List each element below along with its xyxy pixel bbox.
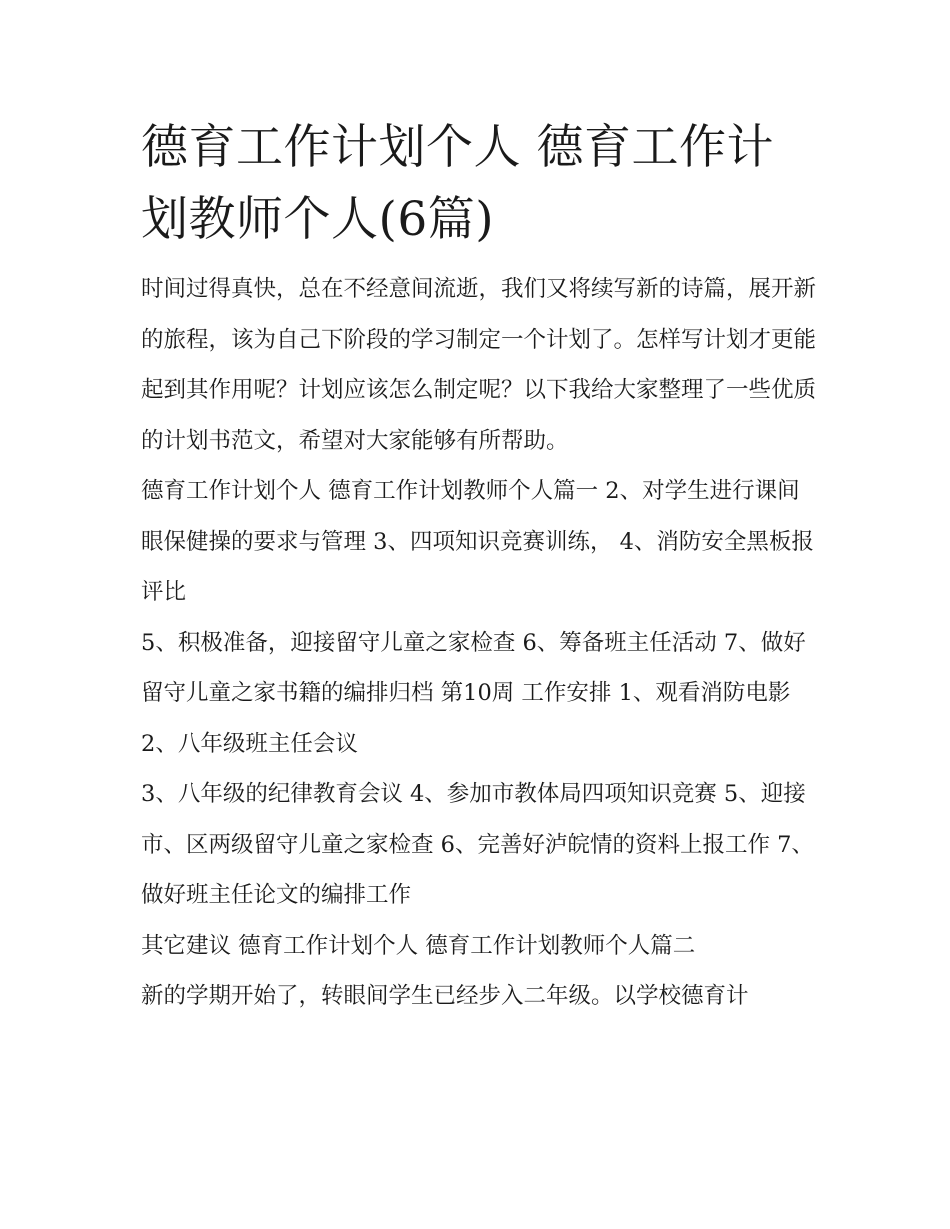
paragraph-plan-two-body: 新的学期开始了，转眼间学生已经步入二年级。以学校德育计 — [141, 983, 749, 1009]
document-body — [141, 112, 821, 1022]
paragraph-plan-two-heading: 其它建议 德育工作计划个人 德育工作计划教师个人篇二 — [141, 932, 696, 959]
paragraph-plan-one: 德育工作计划个人 德育工作计划教师个人篇一 2、对学生进行课间眼保健操的要求与管理 3、四项知识竞赛训练， 4、消防安全黑板报评比 — [141, 478, 814, 605]
paragraph-week-items-b: 3、八年级的纪律教育会议 4、参加市教体局四项知识竞赛 5、迎接市、区两级留守儿童之家检查 6、完善好泸皖情的资料上报工作 7、做好班主任论文的编排工作 — [141, 781, 814, 908]
document-title: 德育工作计划个人 德育工作计划教师个人(6篇) — [141, 120, 774, 247]
paragraph-intro: 时间过得真快，总在不经意间流逝，我们又将续写新的诗篇，展开新的旅程，该为自己下阶段的学习制定一个计划了。怎样写计划才更能起到其作用呢？计划应该怎么制定呢？以下我给大家整理了一些优质的计划书范文，希望对大家能够有所帮助。 — [141, 276, 817, 454]
paragraph-week-items-a: 5、积极准备，迎接留守儿童之家检查 6、筹备班主任活动 7、做好留守儿童之家书籍的编排归档 第10周 工作安排 1、观看消防电影 2、八年级班主任会议 — [141, 629, 806, 757]
